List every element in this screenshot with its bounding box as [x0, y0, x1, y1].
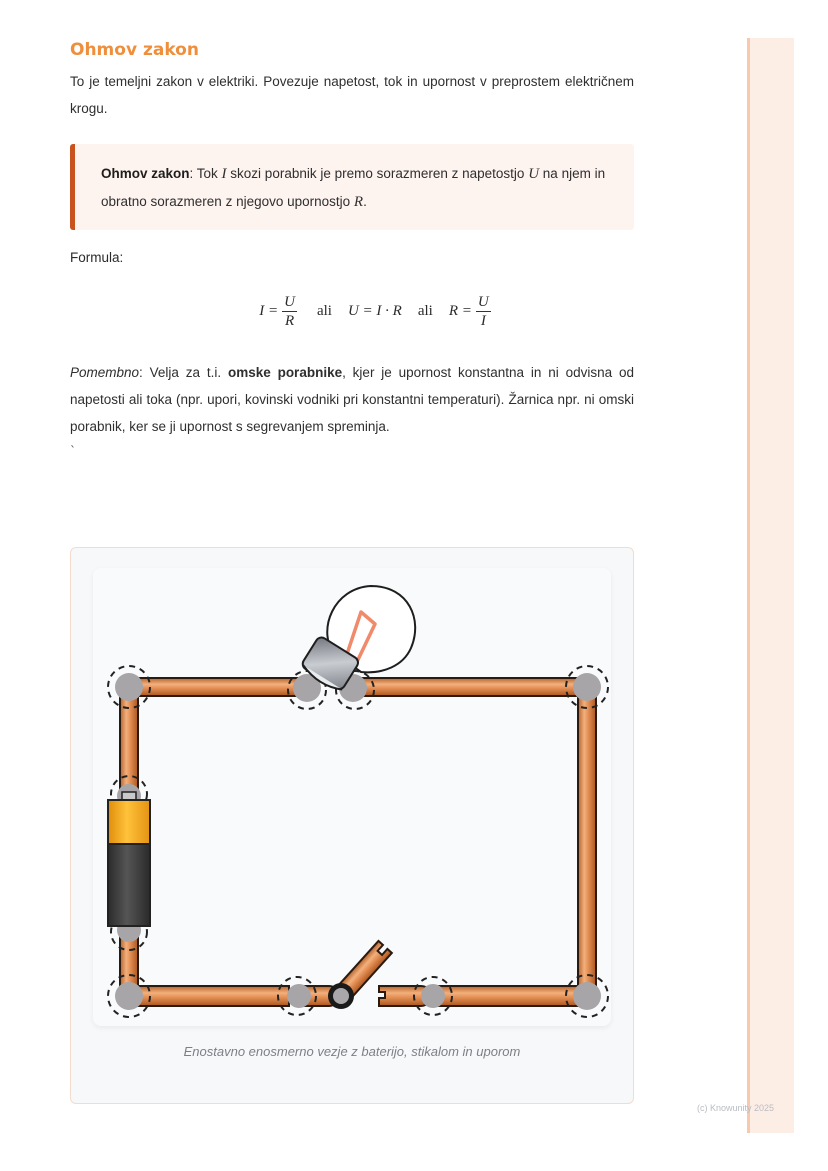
- formula-lhs: R =: [448, 302, 472, 319]
- circuit-illustration: [93, 568, 611, 1026]
- note-text: , kjer je upornost konstantna in ni odvisna od napetosti ali toka (npr. upori, kovinski vodniki pri konstantni temperaturi). Žarnica npr. ni omski porabnik, ker se ji upornost s segrevanjem spreminja.: [70, 365, 634, 434]
- connector-nodes: [115, 673, 601, 1010]
- formula-lhs: I =: [259, 302, 279, 319]
- side-panel: [747, 38, 794, 1133]
- denominator: R: [284, 312, 295, 329]
- formula-current: [259, 293, 301, 330]
- fraction: [282, 293, 297, 330]
- content-page: [70, 38, 634, 464]
- note-lead: Pomembno: [70, 365, 140, 380]
- var-resistance: R: [353, 194, 364, 210]
- copyright-footer: (c) Knowunity 2025: [697, 1103, 775, 1113]
- note-bold-term: omske porabnike: [227, 365, 343, 380]
- formula-label: Formula:: [70, 250, 124, 265]
- circuit-figure: [70, 547, 634, 1104]
- formula-resistance: [449, 293, 495, 330]
- formula-separator: ali: [417, 302, 433, 319]
- figure-caption: Enostavno enosmerno vezje z baterijo, stikalom in uporom: [183, 1044, 521, 1059]
- note-text: : Velja za t.i.: [139, 365, 228, 380]
- denominator: I: [480, 312, 486, 329]
- formula-voltage: U = I · R: [347, 302, 402, 319]
- stray-mark: `: [70, 444, 76, 458]
- callout-term: Ohmov zakon: [101, 166, 190, 181]
- battery-icon: [108, 792, 150, 926]
- wire-right: [578, 687, 596, 997]
- callout-text: : Tok: [189, 166, 222, 181]
- var-current: I: [221, 166, 227, 182]
- circuit-diagram: [93, 568, 611, 1026]
- numerator: U: [284, 293, 295, 310]
- definition-callout: [70, 144, 634, 230]
- fraction: [476, 293, 491, 330]
- callout-text: .: [363, 194, 367, 209]
- intro-paragraph: To je temeljni zakon v elektriki. Povezuje napetost, tok in upornost v preprostem električnem krogu.: [70, 74, 634, 116]
- numerator: U: [477, 293, 489, 310]
- formula-separator: ali: [316, 302, 332, 319]
- callout-text: na njem in obratno sorazmeren z njegovo upornostjo: [101, 166, 606, 209]
- note-paragraph: [70, 359, 634, 440]
- var-voltage: U: [528, 166, 540, 182]
- section-title: Ohmov zakon: [70, 40, 199, 60]
- ohm-formula: [70, 287, 634, 335]
- callout-text: skozi porabnik je premo sorazmeren z napetostjo: [226, 166, 529, 181]
